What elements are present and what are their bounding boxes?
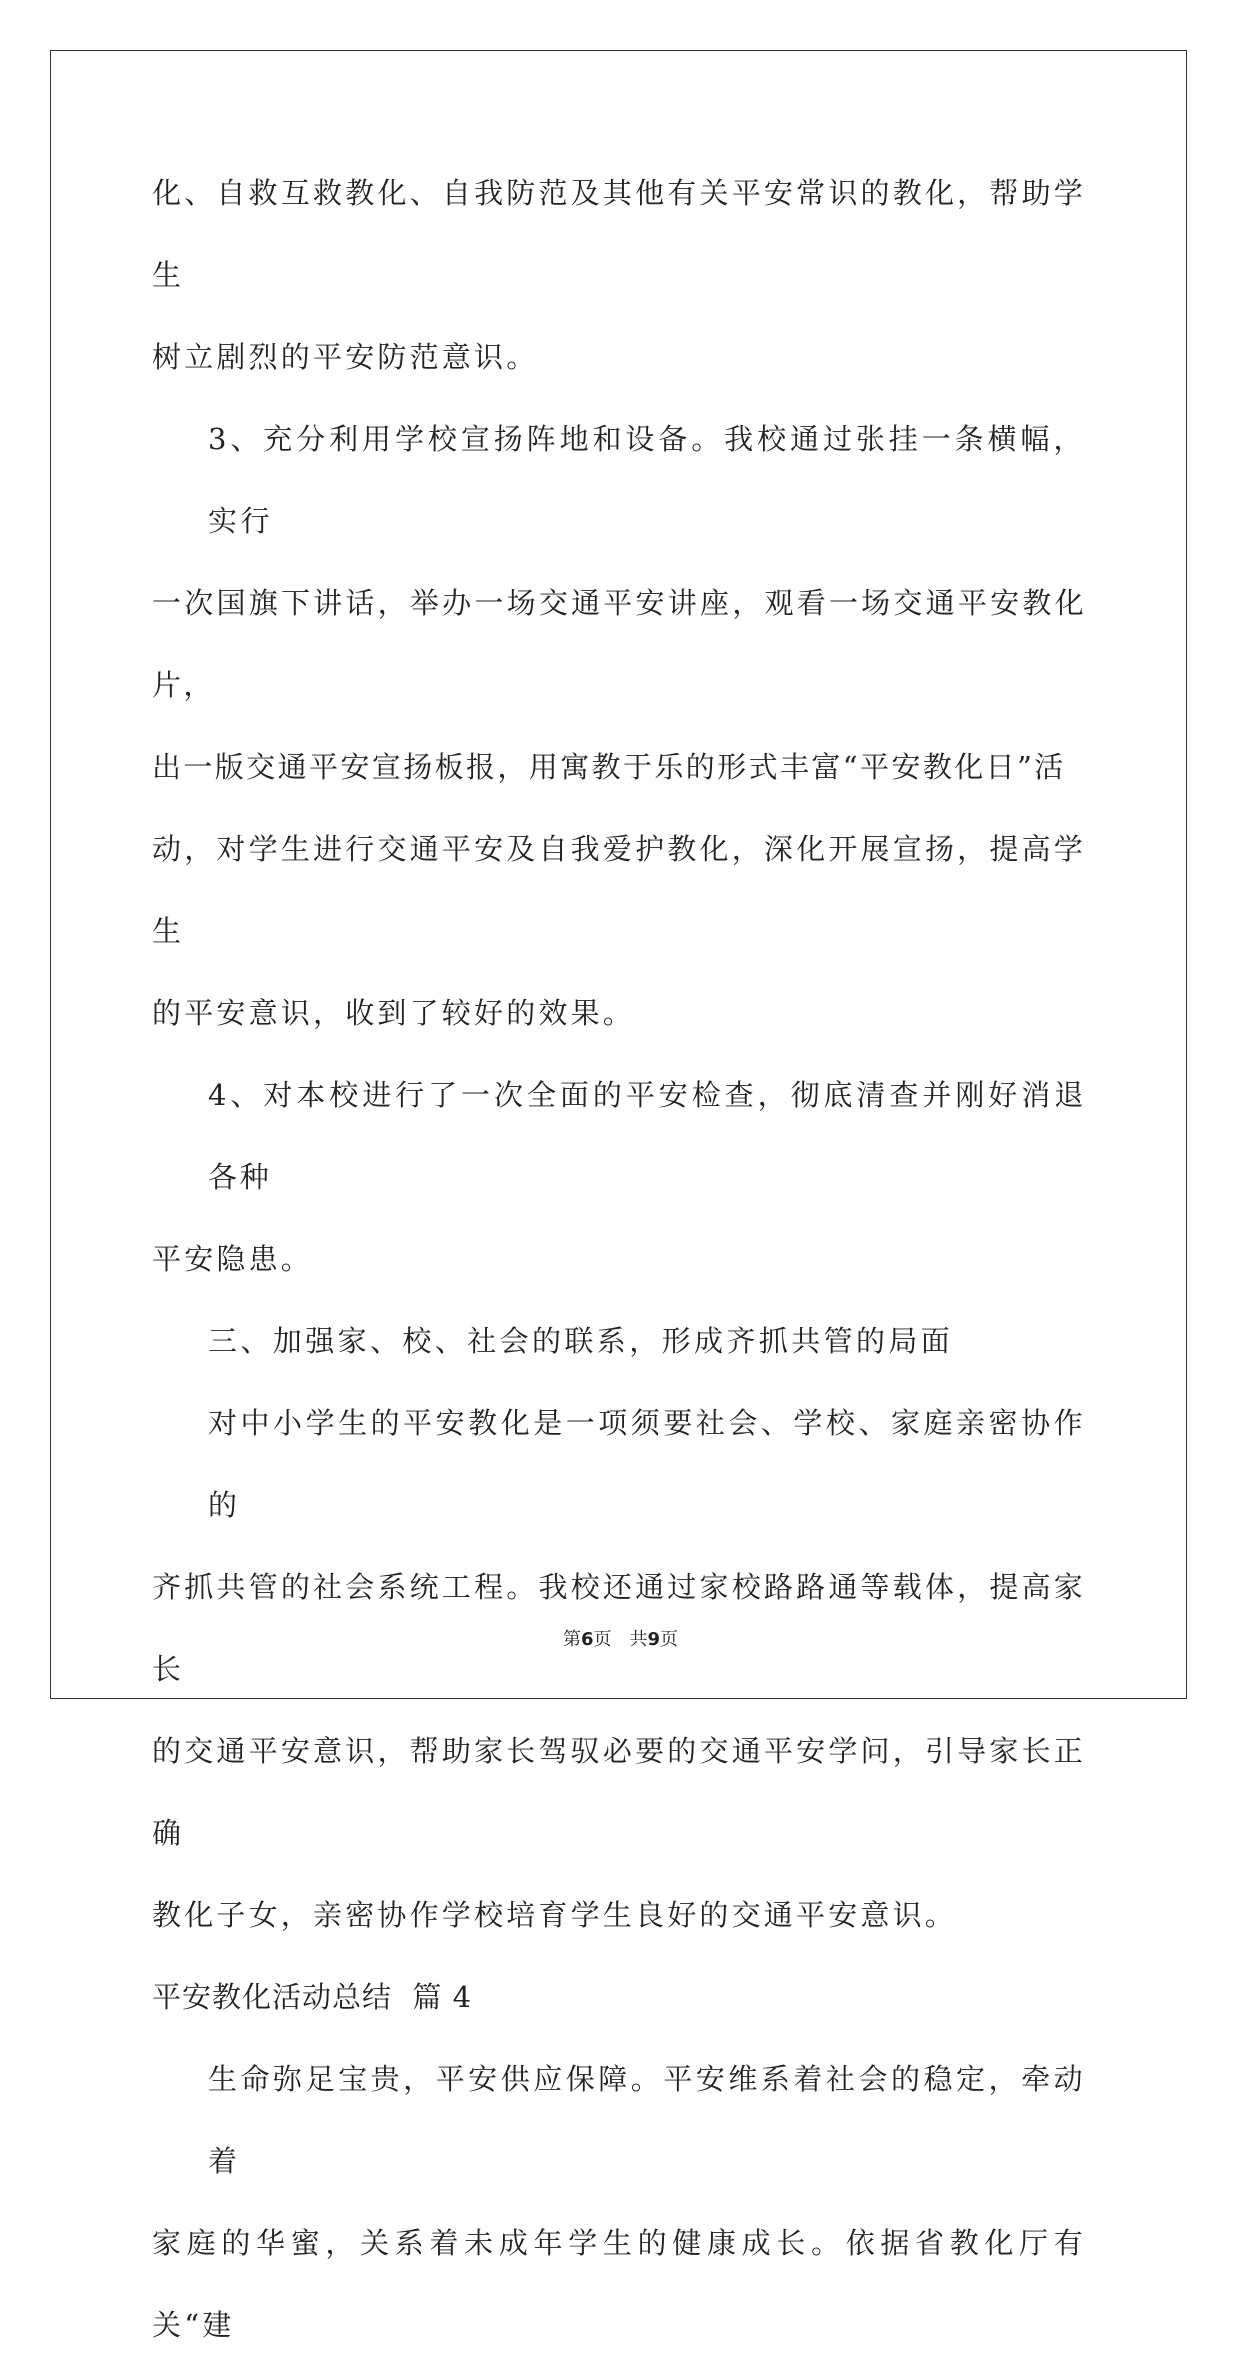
text-line: 化、自救互救教化、自我防范及其他有关平安常识的教化，帮助学生 <box>152 176 1086 292</box>
text-line: 出一版交通平安宣扬板报，用寓教于乐的形式丰富“平安教化日”活 <box>152 750 1066 784</box>
text-line: 教化子女，亲密协作学校培育学生良好的交通平安意识。 <box>152 1898 958 1932</box>
text-line: 3、充分利用学校宣扬阵地和设备。我校通过张挂一条横幅，实行 <box>208 422 1086 538</box>
page-footer <box>0 1625 1241 1651</box>
text-line: 三、加强家、校、社会的联系，形成齐抓共管的局面 <box>208 1324 954 1358</box>
text-line: 齐抓共管的社会系统工程。我校还通过家校路路通等载体，提高家长 <box>152 1570 1086 1686</box>
section-heading <box>152 1300 1086 1382</box>
total-page-number: 9 <box>647 1629 661 1650</box>
text-line: 4、对本校进行了一次全面的平安检查，彻底清查并刚好消退各种 <box>208 1078 1086 1194</box>
text-line: 平安教化活动总结 篇 4 <box>152 1980 473 2014</box>
text-line: 一次国旗下讲话，举办一场交通平安讲座，观看一场交通平安教化片， <box>152 586 1086 702</box>
article-title <box>152 1956 1086 2038</box>
paragraph-intro <box>152 2038 1086 2366</box>
text-line: 对中小学生的平安教化是一项须要社会、学校、家庭亲密协作的 <box>208 1406 1086 1522</box>
text-line: 的平安意识，收到了较好的效果。 <box>152 996 636 1030</box>
footer-prefix: 第 <box>562 1629 581 1650</box>
paragraph-continuation <box>152 152 1086 398</box>
footer-total-unit: 页 <box>660 1629 679 1650</box>
paragraph-cooperation <box>152 1382 1086 1956</box>
text-line: 平安隐患。 <box>152 1242 314 1276</box>
paragraph-item-3 <box>152 398 1086 1054</box>
footer-total-prefix: 共 <box>629 1629 648 1650</box>
current-page-number: 6 <box>580 1629 594 1650</box>
text-line: 动，对学生进行交通平安及自我爱护教化，深化开展宣扬，提高学生 <box>152 832 1086 948</box>
document-body <box>152 152 1086 2366</box>
text-line: 生命弥足宝贵，平安供应保障。平安维系着社会的稳定，牵动着 <box>208 2062 1086 2178</box>
footer-page-unit: 页 <box>593 1629 612 1650</box>
paragraph-item-4 <box>152 1054 1086 1300</box>
text-line: 的交通平安意识，帮助家长驾驭必要的交通平安学问，引导家长正确 <box>152 1734 1086 1850</box>
text-line: 家庭的华蜜，关系着未成年学生的健康成长。依据省教化厅有关“建 <box>152 2226 1086 2342</box>
text-line: 树立剧烈的平安防范意识。 <box>152 340 539 374</box>
